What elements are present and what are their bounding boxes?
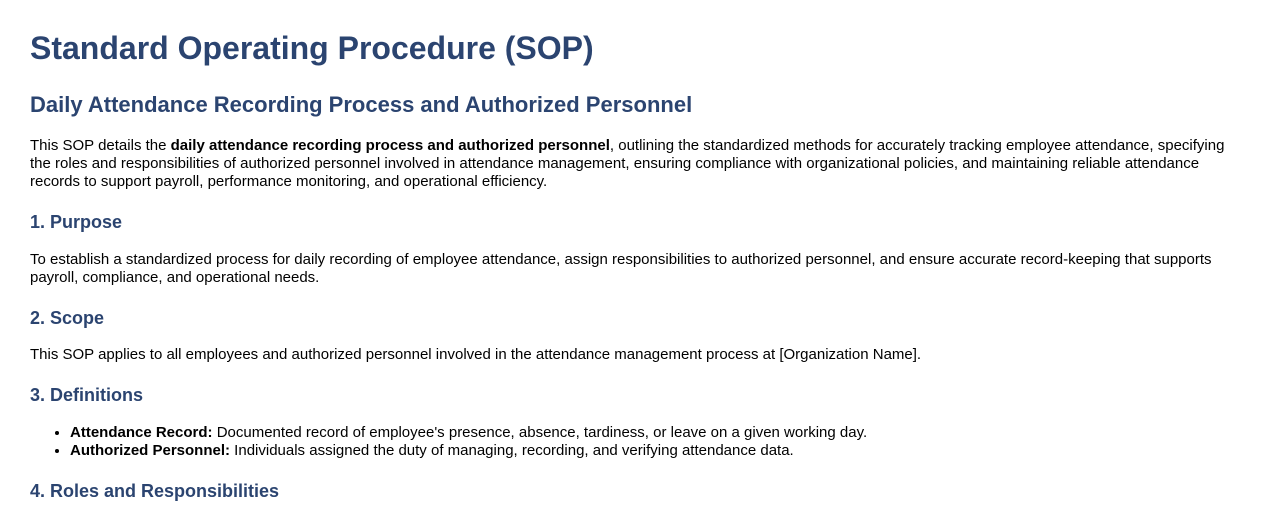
definition-text: Individuals assigned the duty of managing, recording, and verifying attendance data. bbox=[230, 442, 794, 459]
page-subtitle: Daily Attendance Recording Process and Authorized Personnel bbox=[30, 92, 693, 117]
page-title: Standard Operating Procedure (SOP) bbox=[30, 30, 594, 66]
purpose-paragraph: To establish a standardized process for daily recording of employee attendance, assign responsibilities to authorized personnel, and ensure accurate record-keeping that supports payroll, compliance, and operational needs. bbox=[30, 251, 1212, 286]
definitions-heading: 3. Definitions bbox=[30, 385, 144, 405]
roles-heading: 4. Roles and Responsibilities bbox=[30, 481, 280, 501]
intro-paragraph bbox=[30, 137, 1233, 191]
intro-text-end: , outlining the standardized methods for accurately tracking employee attendance, specifying the roles and responsibilities of authorized personnel involved in attendance management, ensuring compliance with organizational policies, and maintaining reliable attendance records to support payroll, performance monitoring, and operational efficiency. bbox=[30, 137, 1225, 190]
intro-text-start: This SOP details the bbox=[30, 137, 171, 154]
purpose-heading: 1. Purpose bbox=[30, 212, 123, 232]
scope-paragraph: This SOP applies to all employees and authorized personnel involved in the attendance management process at [Organization Name]. bbox=[30, 346, 922, 363]
definition-term: Authorized Personnel: bbox=[70, 442, 231, 459]
definition-item bbox=[70, 442, 1233, 460]
definition-item bbox=[70, 424, 1233, 442]
definition-text: Documented record of employee's presence, absence, tardiness, or leave on a given working day. bbox=[212, 424, 868, 441]
definitions-list bbox=[30, 424, 1233, 460]
scope-heading: 2. Scope bbox=[30, 308, 105, 328]
definition-term: Attendance Record: bbox=[70, 424, 213, 441]
intro-text-bold: daily attendance recording process and authorized personnel bbox=[170, 137, 610, 154]
